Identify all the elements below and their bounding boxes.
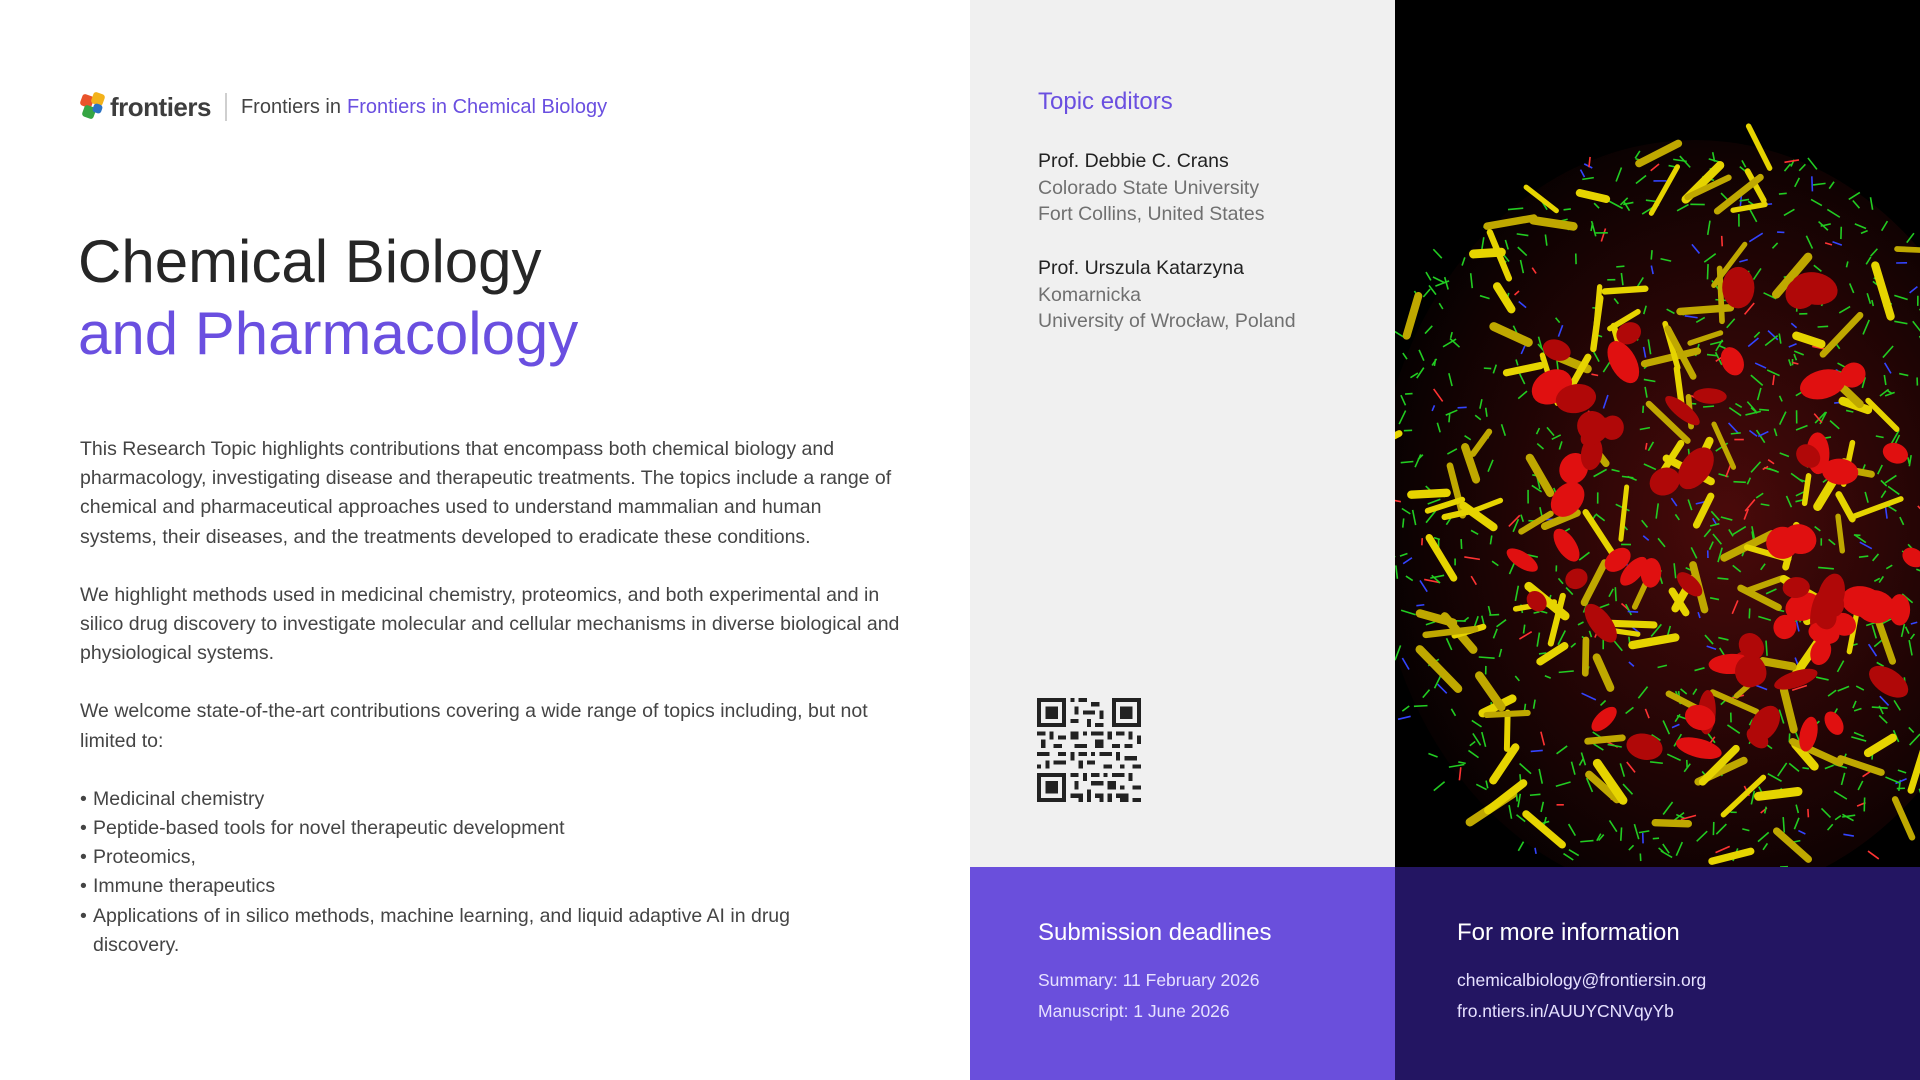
manuscript-deadline: Manuscript: 1 June 2026 xyxy=(1038,1001,1230,1021)
editor-location: Fort Collins, United States xyxy=(1038,203,1265,226)
editor-name: Prof. Debbie C. Crans xyxy=(1038,150,1229,172)
editor-affiliation: Komarnicka xyxy=(1038,283,1141,306)
description xyxy=(80,435,900,960)
editor-name: Prof. Urszula Katarzyna xyxy=(1038,257,1244,279)
frontiers-logo-icon xyxy=(80,93,106,121)
protein-illustration xyxy=(1395,0,1920,867)
deadlines-panel xyxy=(970,867,1395,1080)
page-title-line1: Chemical Biology xyxy=(78,228,542,295)
editors-heading: Topic editors xyxy=(1038,88,1173,115)
editor-entry xyxy=(1038,148,1378,228)
description-paragraph: We highlight methods used in medicinal chemistry, proteomics, and both experimental and in silico drug discovery to investigate molecular and cellular mechanisms in diverse biological and physiological systems. xyxy=(80,583,900,665)
page-title-line2: and Pharmacology xyxy=(78,300,579,367)
deadlines-heading: Submission deadlines xyxy=(1038,919,1272,946)
info-panel xyxy=(1395,867,1920,1080)
protein-structure-image xyxy=(1395,0,1920,867)
editor-affiliation: Colorado State University xyxy=(1038,176,1260,199)
contact-email-link[interactable]: chemicalbiology@frontiersin.org xyxy=(1457,970,1707,990)
info-heading: For more information xyxy=(1457,919,1680,946)
list-item: • Applications of in silico methods, machine learning, and liquid adaptive AI in drug discovery. xyxy=(80,902,840,960)
editors-panel xyxy=(970,0,1395,867)
editor-entry xyxy=(1038,255,1378,335)
description-paragraph: We welcome state-of-the-art contributions covering a wide range of topics including, but not limited to: xyxy=(80,700,868,752)
brand-header xyxy=(80,92,607,122)
brand-divider xyxy=(225,93,227,121)
description-paragraph: This Research Topic highlights contributions that encompass both chemical biology and pharmacology, investigating disease and therapeutic treatments. The topics include a range of chemical and pharmaceutical approaches used to understand mammalian and human systems, their diseases, and the treatments developed to eradicate these conditions. xyxy=(80,438,892,548)
list-item: • Proteomics, xyxy=(80,843,900,872)
editor-location: University of Wrocław, Poland xyxy=(1038,310,1296,333)
topics-list xyxy=(80,785,900,960)
journal-prefix: Frontiers in xyxy=(240,95,341,118)
qr-code-icon[interactable] xyxy=(1037,698,1141,802)
summary-deadline: Summary: 11 February 2026 xyxy=(1038,970,1260,990)
list-item: • Medicinal chemistry xyxy=(80,785,900,814)
topic-url-link[interactable]: fro.ntiers.in/AUUYCNVqyYb xyxy=(1457,1001,1674,1021)
journal-name-link[interactable]: Frontiers in Chemical Biology xyxy=(347,95,608,118)
logo-wordmark: frontiers xyxy=(110,91,211,122)
list-item: • Immune therapeutics xyxy=(80,872,900,901)
list-item: • Peptide-based tools for novel therapeutic development xyxy=(80,814,900,843)
